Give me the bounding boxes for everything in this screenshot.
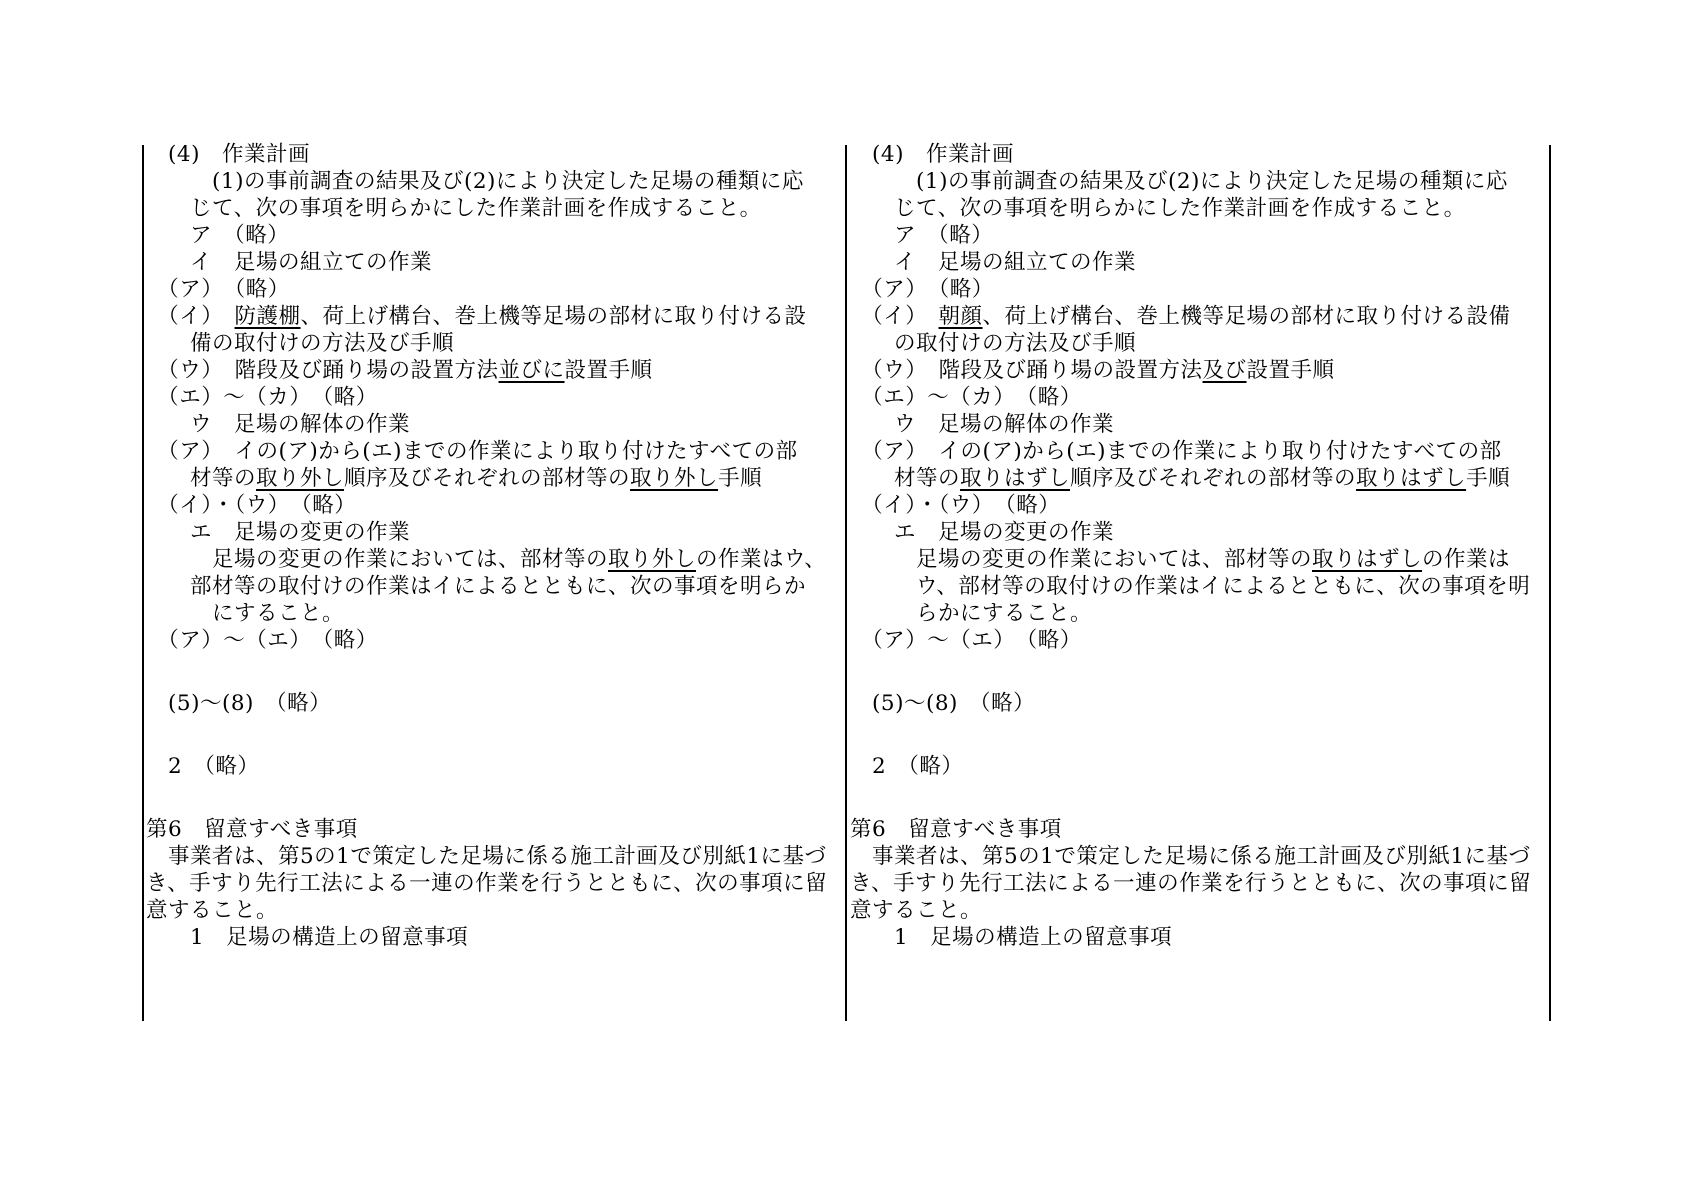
- text-segment: 設置手順: [1246, 358, 1335, 383]
- text-segment: （エ）～（カ） （略）: [850, 385, 1082, 410]
- text-segment: の作業は: [1422, 547, 1511, 572]
- text-line: [850, 411, 1547, 438]
- text-segment: ウ 足場の解体の作業: [850, 412, 1115, 437]
- blank-line: [146, 654, 843, 690]
- text-line: [850, 492, 1547, 519]
- text-segment: 、荷上げ構台、巻上機等足場の部材に取り付ける設備: [982, 304, 1511, 329]
- text-segment: 足場の変更の作業においては、部材等の: [146, 547, 609, 572]
- text-segment: （ア） イの(ア)から(エ)までの作業により取り付けたすべての部: [146, 439, 798, 464]
- text-line: [850, 924, 1547, 951]
- text-line: [850, 519, 1547, 546]
- left-text-column: [146, 141, 843, 951]
- blank-line: [146, 717, 843, 753]
- underlined-revision-text: 防護棚: [234, 304, 301, 329]
- underlined-revision-text: 並びに: [498, 358, 565, 383]
- text-line: [850, 249, 1547, 276]
- text-line: [146, 249, 843, 276]
- text-line: [850, 690, 1547, 717]
- text-line: [850, 384, 1547, 411]
- text-line: [146, 222, 843, 249]
- underlined-revision-text: 取り外し: [630, 466, 719, 491]
- text-segment: （ア）～（エ） （略）: [850, 628, 1082, 653]
- text-segment: 1 足場の構造上の留意事項: [850, 925, 1173, 950]
- text-segment: (4) 作業計画: [146, 142, 310, 167]
- text-line: [146, 753, 843, 780]
- text-line: [850, 141, 1547, 168]
- text-segment: 足場の変更の作業においては、部材等の: [850, 547, 1313, 572]
- underlined-revision-text: 朝顔: [938, 304, 983, 329]
- text-line: [850, 600, 1547, 627]
- text-line: [146, 897, 843, 924]
- text-segment: （ア）～（エ） （略）: [146, 628, 378, 653]
- text-segment: の作業はウ、: [696, 547, 827, 572]
- text-segment: じて、次の事項を明らかにした作業計画を作成すること。: [850, 196, 1466, 221]
- blank-line: [850, 654, 1547, 690]
- text-segment: (4) 作業計画: [850, 142, 1014, 167]
- underlined-revision-text: 取りはずし: [1356, 466, 1467, 491]
- text-line: [850, 546, 1547, 573]
- text-line: [850, 843, 1547, 870]
- text-segment: らかにすること。: [850, 601, 1093, 626]
- text-segment: (1)の事前調査の結果及び(2)により決定した足場の種類に応: [146, 169, 804, 194]
- text-line: [146, 384, 843, 411]
- text-line: [146, 519, 843, 546]
- text-line: [850, 357, 1547, 384]
- text-line: [850, 870, 1547, 897]
- blank-line: [850, 780, 1547, 816]
- right-text-column: [850, 141, 1547, 951]
- text-segment: 部材等の取付けの作業はイによるとともに、次の事項を明らか: [146, 574, 807, 599]
- text-segment: ウ、部材等の取付けの作業はイによるとともに、次の事項を明: [850, 574, 1531, 599]
- text-line: [146, 438, 843, 465]
- text-segment: き、手すり先行工法による一連の作業を行うとともに、次の事項に留: [146, 871, 828, 896]
- underlined-revision-text: 取り外し: [608, 547, 697, 572]
- table-border-middle: [845, 145, 847, 1021]
- text-segment: （イ）・（ウ） （略）: [850, 493, 1061, 518]
- text-segment: イ 足場の組立ての作業: [850, 250, 1137, 275]
- text-line: [850, 753, 1547, 780]
- text-line: [146, 492, 843, 519]
- text-segment: ア （略）: [850, 223, 994, 248]
- text-segment: エ 足場の変更の作業: [850, 520, 1115, 545]
- text-line: [146, 303, 843, 330]
- text-line: [146, 465, 843, 492]
- text-line: [146, 546, 843, 573]
- text-line: [146, 690, 843, 717]
- text-segment: （ア） （略）: [146, 277, 290, 302]
- text-line: [146, 141, 843, 168]
- text-segment: き、手すり先行工法による一連の作業を行うとともに、次の事項に留: [850, 871, 1532, 896]
- text-segment: 材等の: [146, 466, 257, 491]
- text-segment: 手順: [718, 466, 763, 491]
- text-line: [146, 573, 843, 600]
- text-line: [146, 411, 843, 438]
- text-line: [850, 816, 1547, 843]
- text-segment: 事業者は、第5の1で策定した足場に係る施工計画及び別紙1に基づ: [850, 844, 1531, 869]
- text-segment: （エ）～（カ） （略）: [146, 385, 378, 410]
- text-segment: 設置手順: [564, 358, 653, 383]
- blank-line: [850, 717, 1547, 753]
- text-line: [850, 222, 1547, 249]
- text-line: [146, 357, 843, 384]
- text-segment: （イ）: [146, 304, 235, 329]
- text-line: [146, 168, 843, 195]
- text-segment: 材等の: [850, 466, 961, 491]
- underlined-revision-text: 取りはずし: [1312, 547, 1423, 572]
- text-segment: 意すること。: [850, 898, 983, 923]
- text-segment: エ 足場の変更の作業: [146, 520, 411, 545]
- text-line: [850, 465, 1547, 492]
- text-segment: 順序及びそれぞれの部材等の: [1070, 466, 1357, 491]
- text-segment: （ウ） 階段及び踊り場の設置方法: [850, 358, 1203, 383]
- text-line: [146, 843, 843, 870]
- text-line: [146, 330, 843, 357]
- text-segment: 事業者は、第5の1で策定した足場に係る施工計画及び別紙1に基づ: [146, 844, 827, 869]
- text-line: [146, 276, 843, 303]
- text-segment: の取付けの方法及び手順: [850, 331, 1137, 356]
- blank-line: [146, 780, 843, 816]
- text-line: [146, 924, 843, 951]
- table-border-left: [142, 145, 144, 1021]
- text-segment: (1)の事前調査の結果及び(2)により決定した足場の種類に応: [850, 169, 1508, 194]
- text-line: [850, 330, 1547, 357]
- text-segment: （イ）・（ウ） （略）: [146, 493, 357, 518]
- text-segment: 第6 留意すべき事項: [850, 817, 1062, 842]
- text-segment: 2 （略）: [850, 754, 964, 779]
- text-line: [146, 195, 843, 222]
- text-segment: （イ）: [850, 304, 939, 329]
- text-segment: ウ 足場の解体の作業: [146, 412, 411, 437]
- text-line: [146, 870, 843, 897]
- text-line: [850, 195, 1547, 222]
- text-line: [850, 168, 1547, 195]
- text-segment: (5)～(8) （略）: [146, 691, 332, 716]
- text-segment: 順序及びそれぞれの部材等の: [344, 466, 631, 491]
- text-segment: 手順: [1466, 466, 1511, 491]
- text-segment: にすること。: [146, 601, 345, 626]
- text-segment: イ 足場の組立ての作業: [146, 250, 433, 275]
- underlined-revision-text: 取りはずし: [960, 466, 1071, 491]
- text-line: [850, 276, 1547, 303]
- text-segment: （ウ） 階段及び踊り場の設置方法: [146, 358, 499, 383]
- text-segment: （ア） イの(ア)から(エ)までの作業により取り付けたすべての部: [850, 439, 1502, 464]
- underlined-revision-text: 取り外し: [256, 466, 345, 491]
- text-segment: じて、次の事項を明らかにした作業計画を作成すること。: [146, 196, 762, 221]
- text-segment: 第6 留意すべき事項: [146, 817, 358, 842]
- text-line: [850, 303, 1547, 330]
- text-segment: (5)～(8) （略）: [850, 691, 1036, 716]
- text-line: [850, 573, 1547, 600]
- table-border-right: [1549, 145, 1551, 1021]
- text-segment: 備の取付けの方法及び手順: [146, 331, 455, 356]
- text-line: [850, 897, 1547, 924]
- text-line: [850, 438, 1547, 465]
- text-segment: 、荷上げ構台、巻上機等足場の部材に取り付ける設: [300, 304, 807, 329]
- underlined-revision-text: 及び: [1202, 358, 1247, 383]
- text-segment: ア （略）: [146, 223, 290, 248]
- text-line: [146, 816, 843, 843]
- text-segment: 1 足場の構造上の留意事項: [146, 925, 469, 950]
- text-segment: 意すること。: [146, 898, 279, 923]
- text-line: [146, 627, 843, 654]
- text-segment: （ア） （略）: [850, 277, 994, 302]
- text-line: [146, 600, 843, 627]
- text-segment: 2 （略）: [146, 754, 260, 779]
- text-line: [850, 627, 1547, 654]
